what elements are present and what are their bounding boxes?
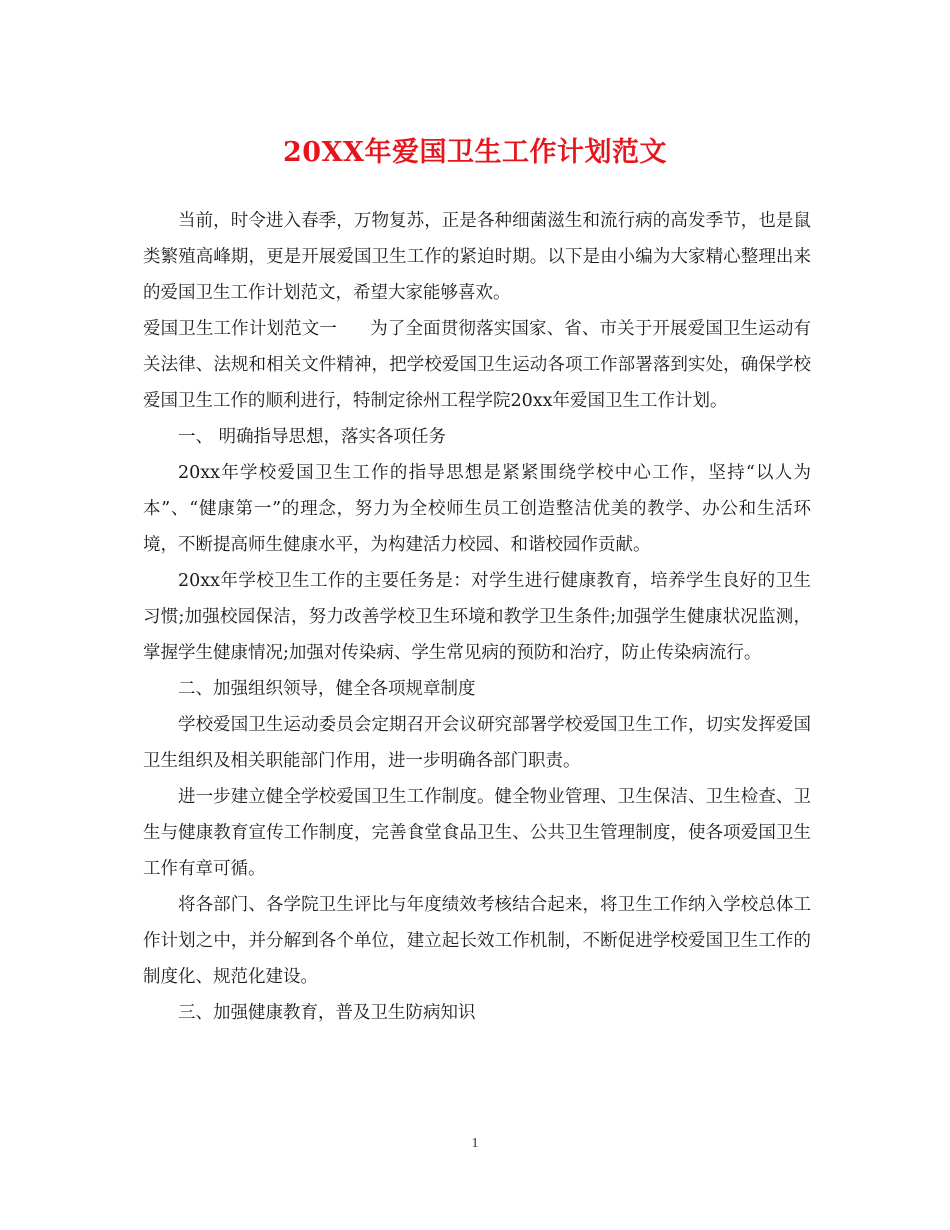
heading-two: 二、加强组织领导，健全各项规章制度 <box>178 679 476 699</box>
page-number: 1 <box>471 1136 479 1151</box>
intro-paragraph: 当前，时令进入春季，万物复苏，正是各种细菌滋生和流行病的高发季节，也是鼠类繁殖高峰期，更是开展爱国卫生工作的紧迫时期。以下是由小编为大家精心整理出来的爱国卫生工作计划范文，希望大家能够喜欢。 <box>143 211 811 303</box>
section-label: 爱国卫生工作计划范文一 <box>143 319 337 339</box>
body-paragraph: 20xx年学校卫生工作的主要任务是：对学生进行健康教育，培养学生良好的卫生习惯;加强校园保洁，努力改善学校卫生环境和教学卫生条件;加强学生健康状况监测，掌握学生健康情况;加强对传染病、学生常见病的预防和治疗，防止传染病流行。 <box>143 571 811 663</box>
body-paragraph: 进一步建立健全学校爱国卫生工作制度。健全物业管理、卫生保洁、卫生检查、卫生与健康教育宣传工作制度，完善食堂食品卫生、公共卫生管理制度，使各项爱国卫生工作有章可循。 <box>143 787 811 879</box>
document-title: 20XX年爱国卫生工作计划范文 <box>283 137 667 168</box>
body-paragraph: 学校爱国卫生运动委员会定期召开会议研究部署学校爱国卫生工作，切实发挥爱国卫生组织及相关职能部门作用，进一步明确各部门职责。 <box>143 715 811 771</box>
sample-paragraph-text: 为了全面贯彻落实国家、省、市关于开展爱国卫生运动有关法律、法规和相关文件精神，把学校爱国卫生运动各项工作部署落到实处，确保学校爱国卫生工作的顺利进行，特制定徐州工程学院20xx年爱国卫生工作计划。 <box>143 319 812 411</box>
sample-paragraph <box>143 311 811 419</box>
body-paragraph: 20xx年学校爱国卫生工作的指导思想是紧紧围绕学校中心工作，坚持“以人为本”、“健康第一”的理念，努力为全校师生员工创造整洁优美的教学、办公和生活环境，不断提高师生健康水平，为构建活力校园、和谐校园作贡献。 <box>143 463 811 555</box>
body-paragraph: 将各部门、各学院卫生评比与年度绩效考核结合起来，将卫生工作纳入学校总体工作计划之中，并分解到各个单位，建立起长效工作机制，不断促进学校爱国卫生工作的制度化、规范化建设。 <box>143 895 811 987</box>
heading-three: 三、加强健康教育，普及卫生防病知识 <box>178 1003 476 1023</box>
document-body <box>143 203 811 1031</box>
heading-one: 一、 明确指导思想，落实各项任务 <box>178 427 447 447</box>
